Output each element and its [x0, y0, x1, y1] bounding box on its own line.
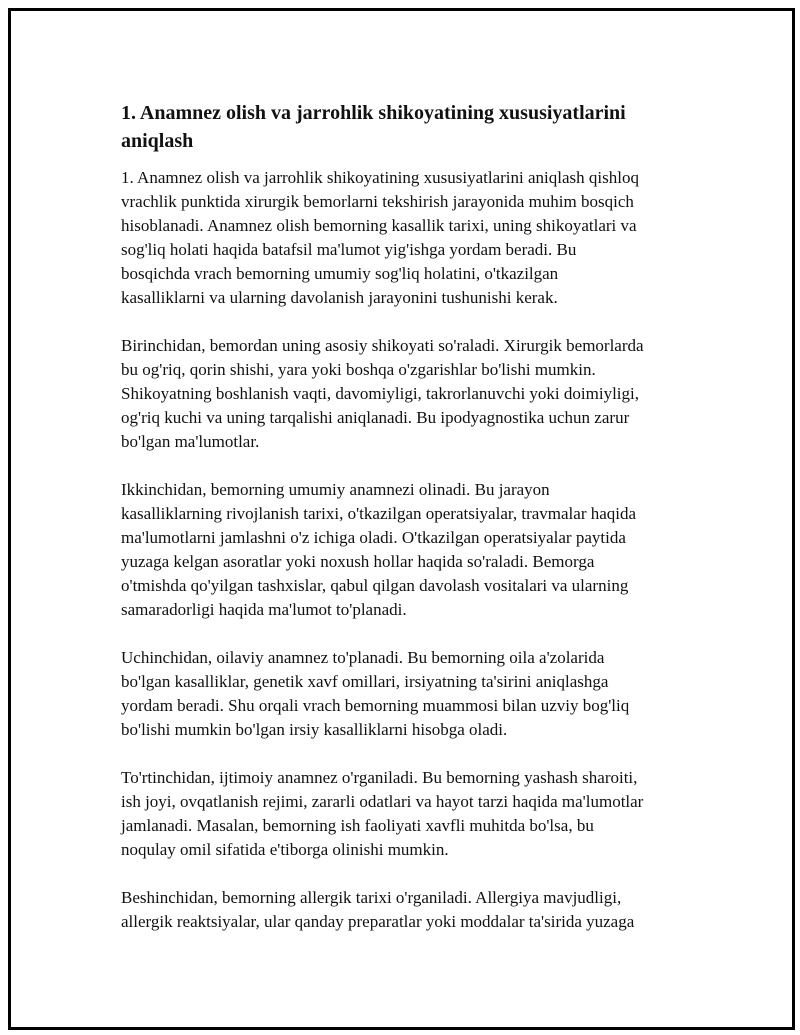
page-frame [8, 8, 795, 1030]
paragraph-intro: 1. Anamnez olish va jarrohlik shikoyatining xususiyatlarini aniqlash qishloq vrachlik punktida xirurgik bemorlarni tekshirish jarayonida muhim bosqich hisoblanadi. Anamnez olish bemorning kasallik tarixi, uning shikoyatlari va sog'liq holati haqida batafsil ma'lumot yig'ishga yordam beradi. Bu bosqichda vrach bemorning umumiy sog'liq holatini, o'tkazilgan kasalliklarni va ularning davolanish jarayonini tushunishi kerak. [121, 168, 639, 307]
paragraph-third: Uchinchidan, oilaviy anamnez to'planadi. Bu bemorning oila a'zolarida bo'lgan kasalliklar, genetik xavf omillari, irsiyatning ta'sirini aniqlashga yordam beradi. Shu orqali vrach bemorning muammosi bilan uzviy bog'liq bo'lishi mumkin bo'lgan irsiy kasalliklarni hisobga oladi. [121, 648, 630, 739]
paragraph-first: Birinchidan, bemordan uning asosiy shikoyati so'raladi. Xirurgik bemorlarda bu og'riq, qorin shishi, yara yoki boshqa o'zgarishlar bo'lishi mumkin. Shikoyatning boshlanish vaqti, davomiyligi, takrorlanuvchi yoki doimiyligi, og'riq kuchi va uning tarqalishi aniqlanadi. Bu ipodyagnostika uchun zarur bo'lgan ma'lumotlar. [121, 336, 644, 451]
paragraph-fifth: Beshinchidan, bemorning allergik tarixi o'rganiladi. Allergiya mavjudligi, allergik reaktsiyalar, ular qanday preparatlar yoki moddalar ta'sirida yuzaga [121, 888, 635, 931]
paragraph-fourth: To'rtinchidan, ijtimoiy anamnez o'rganiladi. Bu bemorning yashash sharoiti, ish joyi, ovqatlanish rejimi, zararli odatlari va hayot tarzi haqida ma'lumotlar jamlanadi. Masalan, bemorning ish faoliyati xavfli muhitda bo'lsa, bu noqulay omil sifatida e'tiborga olinishi mumkin. [121, 768, 644, 859]
paragraph-second: Ikkinchidan, bemorning umumiy anamnezi olinadi. Bu jarayon kasalliklarning rivojlanish tarixi, o'tkazilgan operatsiyalar, travmalar haqida ma'lumotlarni jamlashni o'z ichiga oladi. O'tkazilgan operatsiyalar paytida yuzaga kelgan asoratlar yoki noxush hollar haqida so'raladi. Bemorga o'tmishda qo'yilgan tashxislar, qabul qilgan davolash vositalari va ularning samaradorligi haqida ma'lumot to'planadi. [121, 480, 637, 619]
section-heading: 1. Anamnez olish va jarrohlik shikoyatining xususiyatlarini aniqlash [121, 102, 626, 152]
document-body [121, 99, 701, 958]
